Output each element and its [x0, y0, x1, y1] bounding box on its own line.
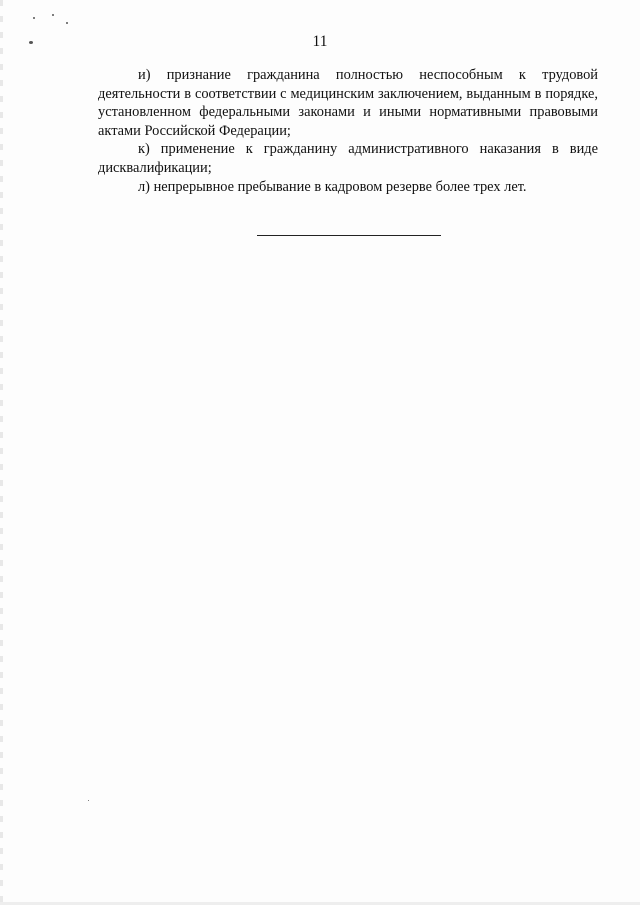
document-body	[98, 66, 598, 196]
scan-speck	[33, 17, 35, 19]
paragraph-item-k: к) применение к гражданину административного наказания в виде дисквалификации;	[98, 141, 598, 176]
end-of-document-rule	[257, 235, 441, 236]
scan-speck	[52, 14, 54, 16]
paragraph-item-i: и) признание гражданина полностью неспособным к трудовой деятельности в соответствии с медицинским заключением, выданным в порядке, установленном федеральными законами и иными нормативными правовыми актами Российской Федерации;	[98, 67, 598, 139]
scan-speck	[66, 22, 68, 24]
scan-speck	[88, 800, 89, 801]
scan-edge-marks	[0, 0, 3, 905]
page-number: 11	[312, 33, 328, 50]
paragraph-item-l: л) непрерывное пребывание в кадровом резерве более трех лет.	[138, 178, 527, 195]
